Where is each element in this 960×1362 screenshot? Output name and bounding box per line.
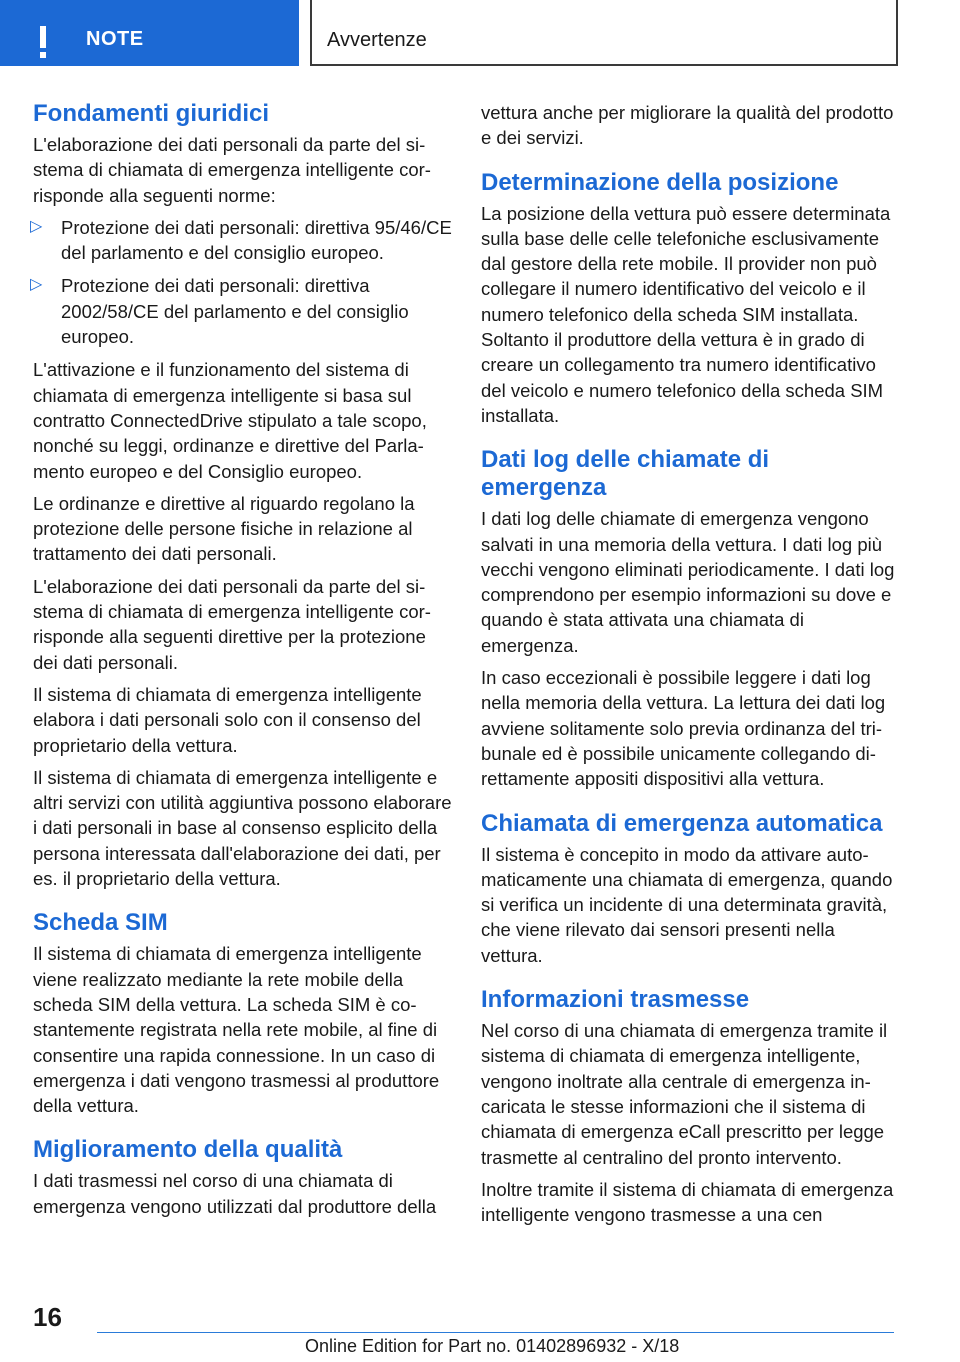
paragraph: Nel corso di una chiamata di emergenza tramite il sistema di chiamata di emergenza intelligente, vengono inoltrate alla centrale di emergenza incaricata le stesse informazioni che il sistema di chiamata di emergenza eCall prescritto per legge trasmette al centralino del pronto intervento.	[481, 1020, 888, 1168]
page-number: 16	[33, 1302, 62, 1332]
footer-edition: Online Edition for Part no. 01402896932 - X/18	[305, 1336, 680, 1356]
paragraph: Le ordinanze e direttive al riguardo regolano la protezione delle persone fisiche in relazione al trattamento dei dati personali.	[33, 492, 415, 565]
triangle-bullet-icon: ▷	[30, 217, 43, 235]
paragraph: vettura anche per migliorare la qualità del prodotto e dei servizi.	[481, 102, 894, 149]
right-column	[481, 100, 901, 1234]
paragraph: Il sistema di chiamata di emergenza intelligente e altri servizi con utilità aggiuntiva possono elaborare i dati personali in base al consenso esplicito della persona interessata dall'elaborazione dei dati, per es. il proprietario della vettura.	[33, 766, 452, 890]
norms-list	[30, 215, 453, 349]
paragraph: L'attivazione e il funzionamento del sistema di chiamata di emergenza intelligente si basa sul contratto ConnectedDrive stipulato a tale scopo, nonché su leggi, ordinanze e direttive del Parlamento europeo e del Consiglio europeo.	[33, 359, 427, 482]
paragraph: La posizione della vettura può essere determinata sulla base delle celle telefoniche esclusivamente dal gestore della rete mobile. Il provider non può collegare il numero identificativo del veicolo e il numero telefonico della scheda SIM installata. Soltanto il produttore della vettura è in grado di creare un collegamento tra numero identificativo del veicolo e numero telefonico della scheda SIM installata.	[481, 202, 891, 426]
paragraph: I dati log delle chiamate di emergenza vengono salvati in una memoria della vettura. I dati log più vecchi vengono eliminati periodicamente. I dati log comprendono per esempio informazioni su dove e quando è stata attivata una chiamata di emergenza.	[481, 508, 895, 656]
heading-fondamenti: Fondamenti giuridici	[33, 100, 270, 127]
section-title: Avvertenze	[327, 29, 427, 51]
exclamation-icon	[40, 26, 46, 48]
note-label: NOTE	[86, 28, 144, 50]
triangle-bullet-icon: ▷	[30, 276, 43, 294]
note-tab	[0, 0, 299, 66]
paragraph: L'elaborazione dei dati personali da parte del sistema di chiamata di emergenza intelligente corrisponde alla seguenti norme:	[33, 134, 431, 206]
footer-divider	[97, 1332, 894, 1333]
paragraph: Il sistema di chiamata di emergenza intelligente viene realizzato mediante la rete mobile della scheda SIM della vettura. La scheda SIM è costantemente registrata nella rete mobile, al fine di consentire una rapida connessione. In un caso di emergenza i dati vengono trasmessi al produttore della vettura.	[33, 943, 440, 1117]
left-column	[30, 100, 453, 1226]
paragraph: In caso eccezionali è possibile leggere i dati log nella memoria della vettura. La lettura dei dati log avviene solitamente solo previa ordinanza del tribunale ed è possibile unicamente collegando direttamente appositi dispositivi alla vettura.	[481, 667, 886, 790]
heading-posizione: Determinazione della posizione	[481, 168, 839, 196]
heading-chiamata-automatica: Chiamata di emergenza automatica	[481, 809, 883, 837]
paragraph: Il sistema di chiamata di emergenza intelligente elabora i dati personali solo con il consenso del proprietario della vettura.	[33, 683, 422, 756]
paragraph: Il sistema è concepito in modo da attivare automaticamente una chiamata di emergenza, quando si verifica un incidente di una determinata gravità, che viene rilevato dai sensori presenti nella vettura.	[481, 843, 893, 966]
heading-scheda-sim: Scheda SIM	[33, 909, 168, 937]
heading-dati-log: Dati log delle chiamate di emergenza	[481, 446, 770, 502]
paragraph: Inoltre tramite il sistema di chiamata di emergenza intelligente vengono trasmesse a una cen	[481, 1178, 894, 1226]
section-header	[310, 0, 898, 66]
list-item: ▷ Protezione dei dati personali: direttiva 95/46/CE del parlamento e del consiglio europeo.	[33, 215, 453, 266]
heading-informazioni: Informazioni trasmesse	[481, 986, 750, 1014]
heading-miglioramento: Miglioramento della qualità	[33, 1136, 343, 1164]
paragraph: I dati trasmessi nel corso di una chiamata di emergenza vengono utilizzati dal produttore della	[33, 1170, 437, 1217]
paragraph: L'elaborazione dei dati personali da parte del sistema di chiamata di emergenza intelligente corrisponde alla seguenti direttive per la protezione dei dati personali.	[33, 575, 431, 673]
list-item: ▷ Protezione dei dati personali: direttiva 2002/58/CE del parlamento e del consiglio europeo.	[33, 273, 453, 349]
